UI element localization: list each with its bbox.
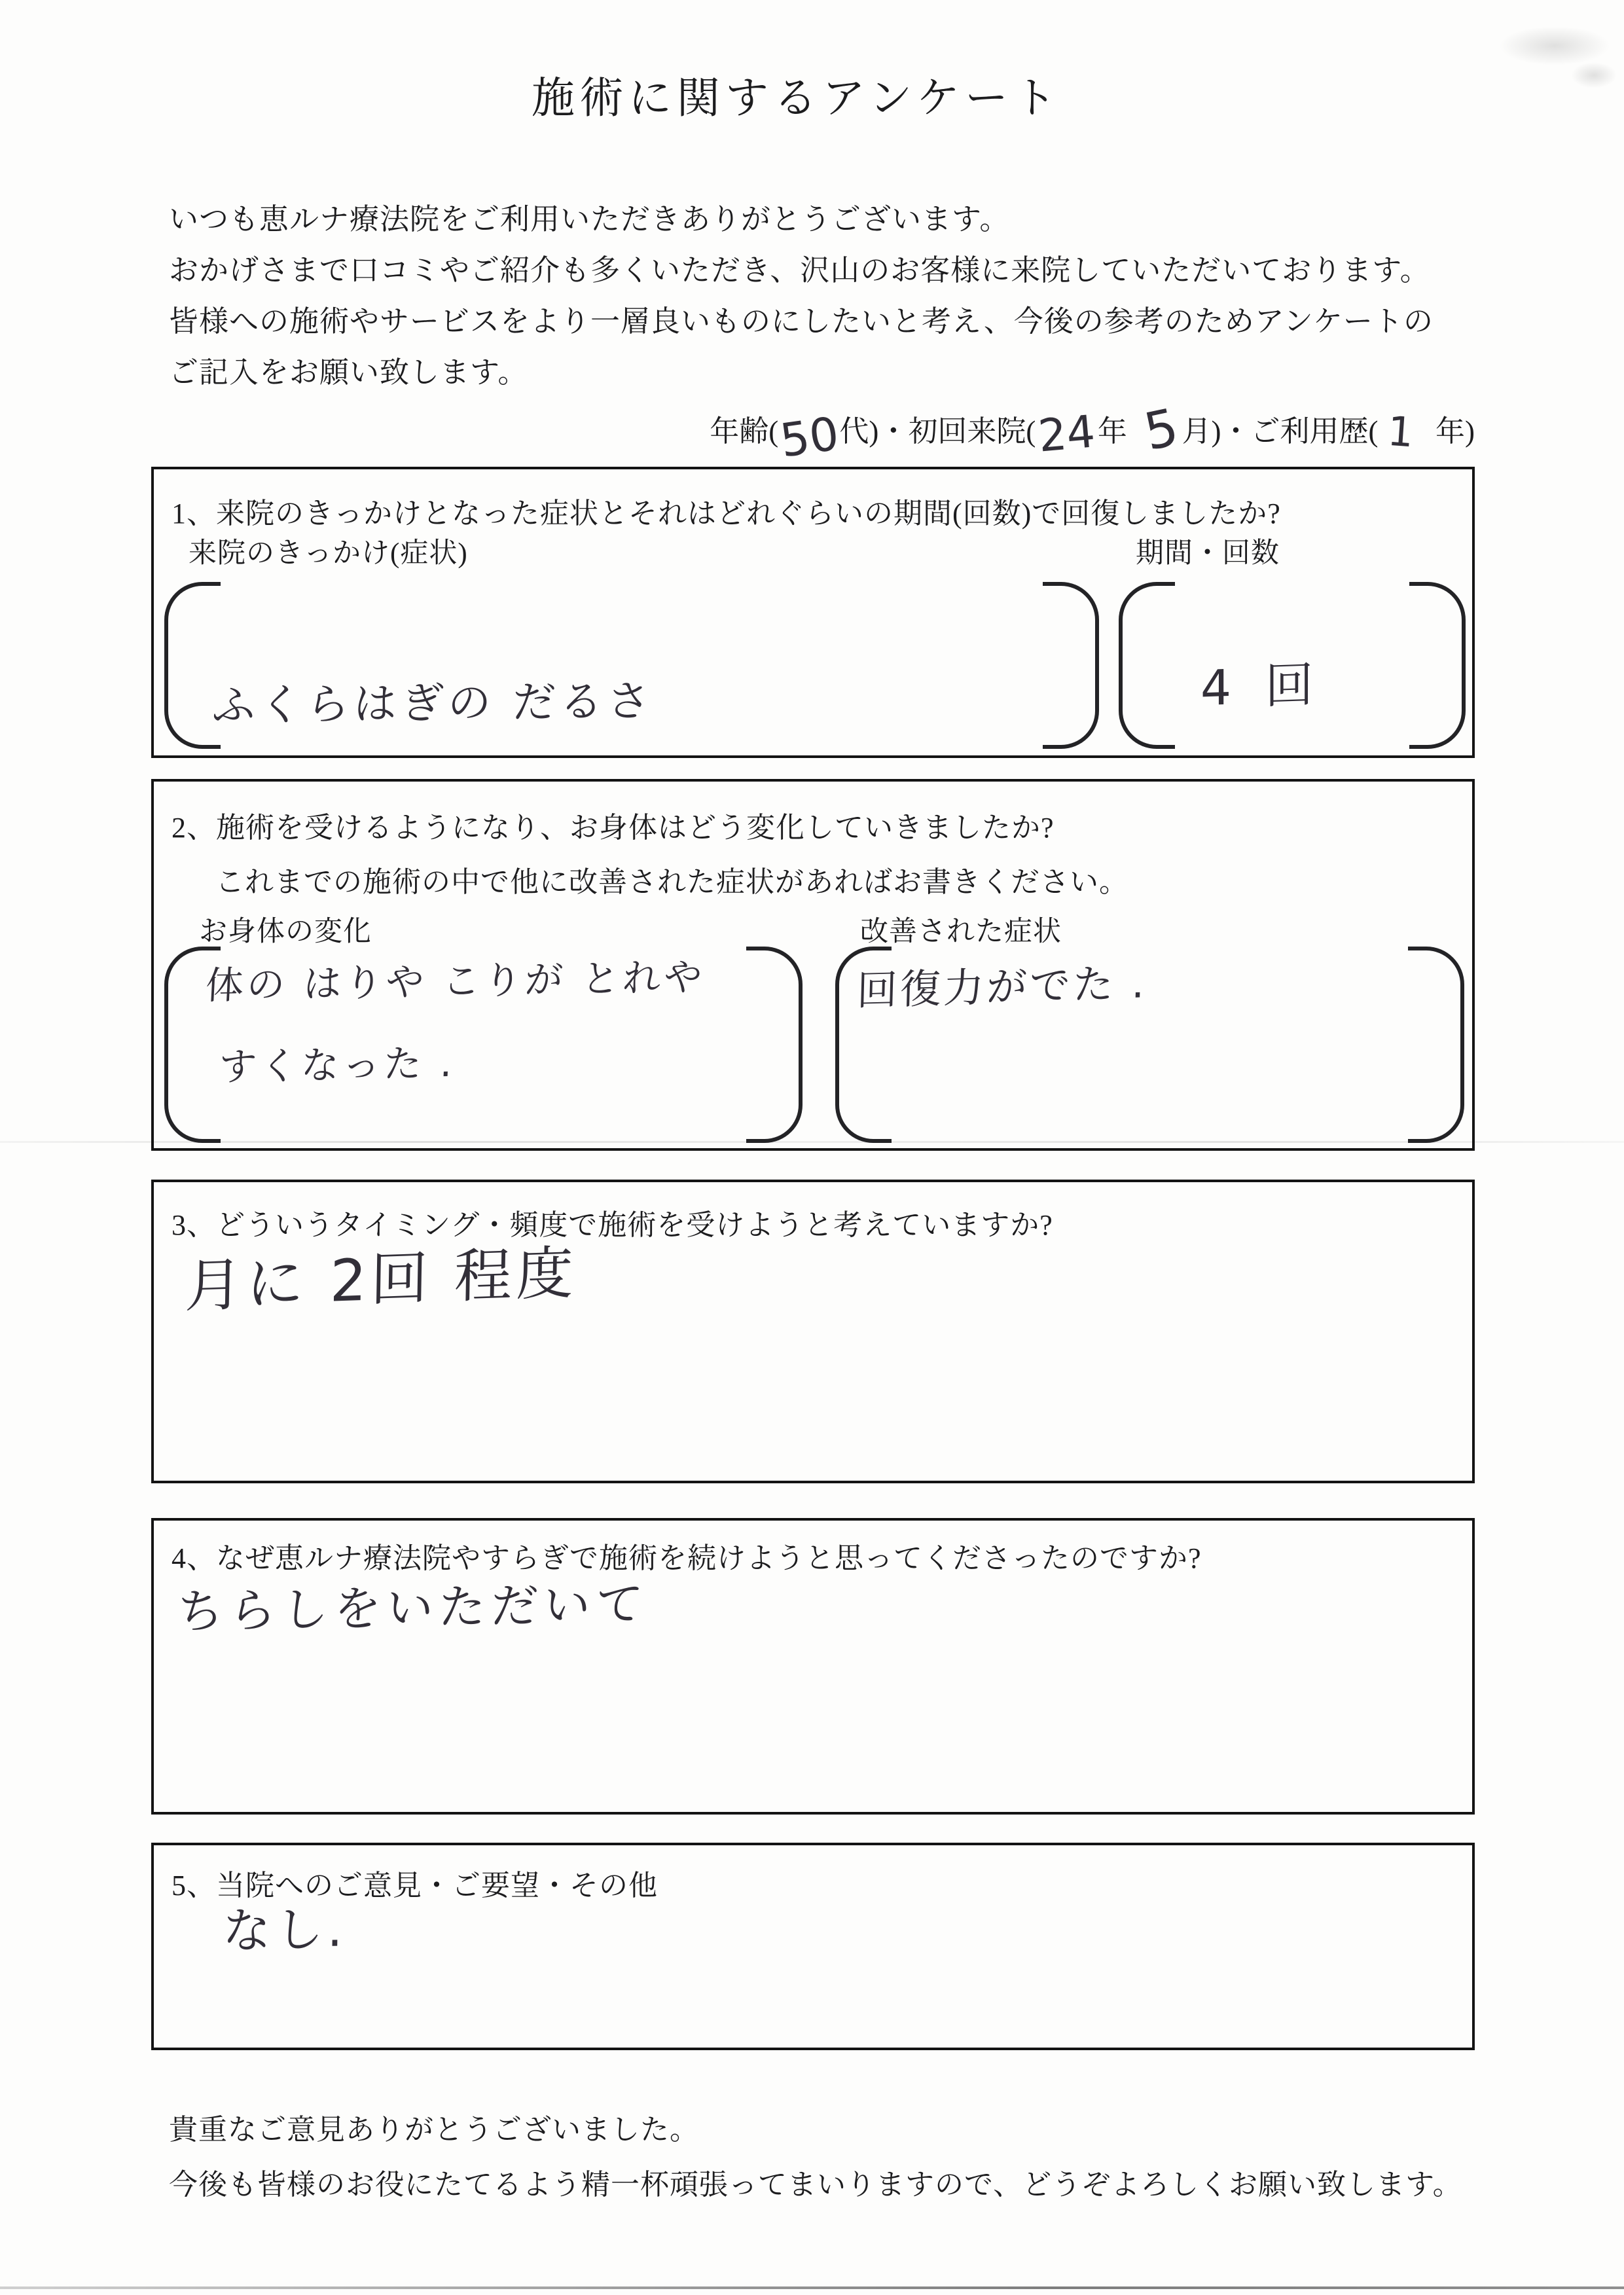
separator-dot: ・ (878, 415, 909, 448)
handwritten-answer-sessions: 4 回 (1200, 656, 1323, 717)
left-paren-shape (1119, 582, 1175, 749)
question-1-sublabel-left: 来院のきっかけ(症状) (189, 538, 468, 569)
scan-smudge (1499, 26, 1610, 65)
question-2-sublabel-left: お身体の変化 (199, 916, 372, 947)
right-paren-shape (1408, 947, 1464, 1143)
question-box-3 (151, 1180, 1475, 1483)
right-paren-shape (746, 947, 803, 1143)
question-box-2 (151, 779, 1475, 1151)
handwritten-answer-symptom: ふくらはぎの だるさ (211, 676, 655, 731)
question-1-sublabel-right: 期間・回数 (1136, 538, 1280, 569)
intro-line: ご記入をお願い致します。 (169, 356, 528, 389)
handwritten-answer-frequency: 月に 2回 程度 (184, 1238, 578, 1320)
first-visit-year-unit: 年 (1097, 415, 1127, 448)
scan-edge-line (0, 2286, 1624, 2289)
handwritten-answer-body-change-line2: すくなった . (217, 1040, 457, 1090)
question-1-text: 1、来院のきっかけとなった症状とそれはどれぐらいの期間(回数)で回復しましたか? (171, 497, 1281, 530)
question-3-text: 3、どういうタイミング・頻度で施術を受けようと考えていますか? (171, 1209, 1053, 1241)
age-unit: 代) (839, 415, 879, 448)
footer-paragraph (169, 2103, 1543, 2213)
first-visit-month-handwritten: 5 (1139, 398, 1183, 463)
usage-history-label: ご利用歴( (1250, 415, 1379, 448)
intro-paragraph (169, 194, 1478, 398)
scan-smudge (1571, 62, 1617, 88)
footer-line: 貴重なご意見ありがとうございました。 (169, 2114, 699, 2146)
intro-line: いつも恵ルナ療法院をご利用いただきありがとうございます。 (169, 203, 1010, 236)
separator-dot: ・ (1221, 415, 1251, 448)
question-box-5 (151, 1843, 1475, 2050)
profile-line (710, 398, 1475, 468)
handwritten-answer-reason: ちらしをいただいて (175, 1576, 650, 1640)
first-visit-month-unit: 月) (1182, 415, 1221, 448)
usage-years-handwritten: 1 (1386, 407, 1415, 457)
intro-line: 皆様への施術やサービスをより一層良いものにしたいと考え、今後の参考のためアンケートの (169, 305, 1434, 338)
usage-unit: 年) (1435, 415, 1475, 448)
right-paren-shape (1409, 582, 1466, 749)
intro-line: おかげさまで口コミやご紹介も多くいただき、沢山のお客様に来院していただいております。 (169, 254, 1430, 287)
footer-line: 今後も皆様のお役にたてるよう精一杯頑張ってまいりますので、どうぞよろしくお願い致します。 (169, 2169, 1462, 2201)
question-5-text: 5、当院へのご意見・ご要望・その他 (171, 1870, 658, 1902)
age-value-handwritten: 50 (777, 406, 842, 468)
question-box-1 (151, 467, 1475, 758)
right-paren-shape (1043, 582, 1099, 749)
age-label: 年齢( (710, 415, 779, 448)
first-visit-year-handwritten: 24 (1036, 406, 1098, 463)
question-box-4 (151, 1518, 1475, 1815)
question-2-text: 2、施術を受けるようになり、お身体はどう変化していきましたか? (171, 812, 1055, 844)
page-title: 施術に関するアンケート (532, 75, 1062, 122)
question-2-sublabel-right: 改善された症状 (860, 916, 1062, 947)
handwritten-answer-comments: なし. (222, 1901, 348, 1960)
handwritten-answer-body-change-line1: 体の はりや こりが とれや (204, 954, 707, 1008)
first-visit-label: 初回来院( (908, 415, 1036, 448)
handwritten-answer-improved-symptom: 回復力がでた . (856, 959, 1148, 1015)
question-4-text: 4、なぜ恵ルナ療法院やすらぎで施術を続けようと思ってくださったのですか? (171, 1542, 1202, 1574)
question-2-text-line2: これまでの施術の中で他に改善された症状があればお書きください。 (215, 866, 1128, 898)
